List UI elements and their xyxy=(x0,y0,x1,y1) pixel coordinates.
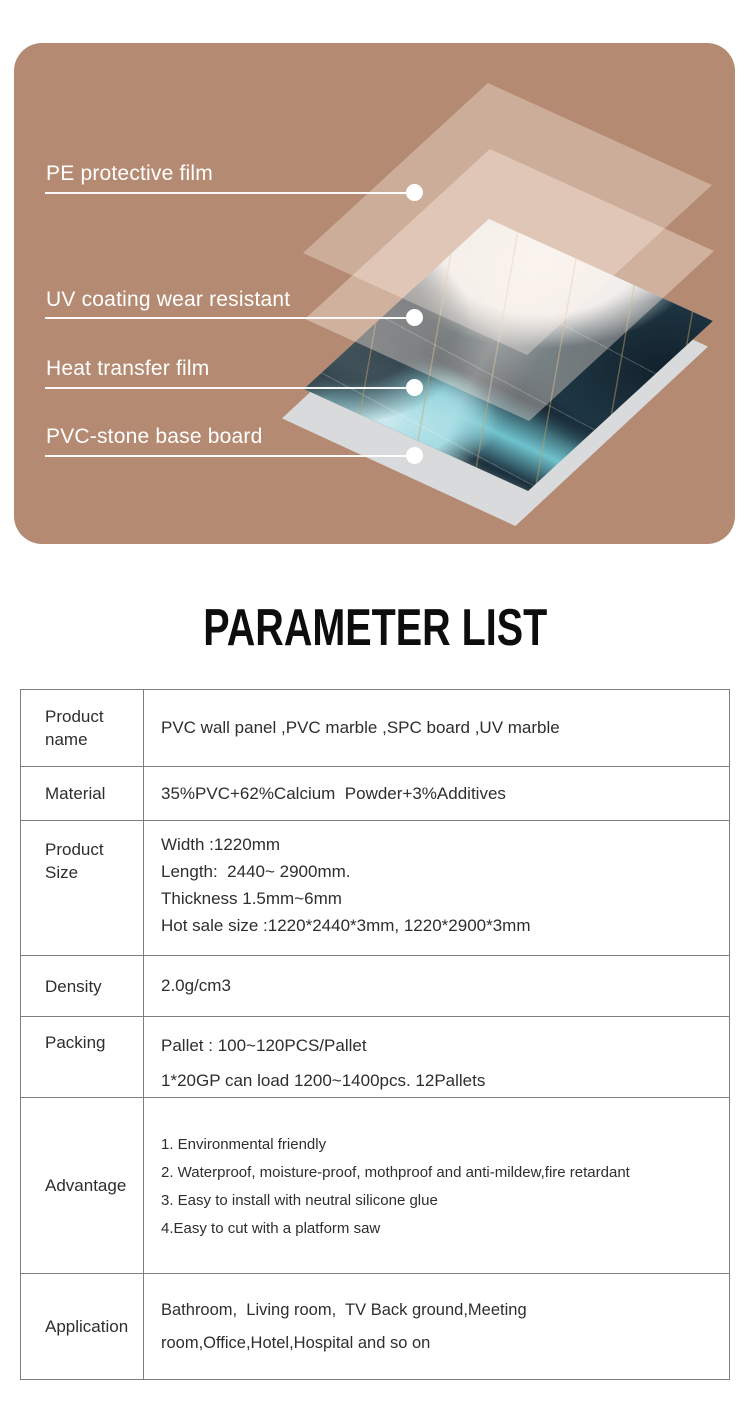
table-row-application xyxy=(21,1273,729,1379)
layer-label: Heat transfer film xyxy=(46,357,210,380)
row-value: Pallet : 100~120PCS/Pallet 1*20GP can load 1200~1400pcs. 12Pallets xyxy=(161,1036,486,1090)
page-title: PARAMETER LIST xyxy=(203,599,547,657)
leader-dot xyxy=(406,309,423,326)
leader-dot xyxy=(406,447,423,464)
table-row-product-name xyxy=(21,690,729,766)
layer-label: UV coating wear resistant xyxy=(46,288,291,311)
row-value: 1. Environmental friendly 2. Waterproof, moisture-proof, mothproof and anti-mildew,fire retardant 3. Easy to install with neutral silicone glue 4.Easy to cut with a platform saw xyxy=(161,1136,630,1237)
row-label: Product Size xyxy=(21,821,144,955)
row-label: Material xyxy=(21,767,144,820)
row-label: Application xyxy=(21,1274,144,1379)
row-value: Bathroom, Living room, TV Back ground,Meeting room,Office,Hotel,Hospital and so on xyxy=(161,1300,527,1352)
parameter-table xyxy=(20,689,730,1380)
row-label: Packing xyxy=(21,1017,144,1097)
row-value: Width :1220mm Length: 2440~ 2900mm. Thickness 1.5mm~6mm Hot sale size :1220*2440*3mm, 1220*2900*3mm xyxy=(161,835,531,935)
section-heading xyxy=(0,598,750,658)
table-row-packing xyxy=(21,1016,729,1097)
layer-label: PVC-stone base board xyxy=(46,425,263,448)
leader-dot xyxy=(406,184,423,201)
table-row-density xyxy=(21,955,729,1016)
row-label: Product name xyxy=(21,690,144,766)
layer-label: PE protective film xyxy=(46,162,213,185)
table-row-product-size xyxy=(21,820,729,955)
leader-line xyxy=(45,192,415,194)
row-label: Density xyxy=(21,956,144,1016)
row-label: Advantage xyxy=(21,1098,144,1273)
table-row-advantage xyxy=(21,1097,729,1273)
leader-dot xyxy=(406,379,423,396)
table-row-material xyxy=(21,766,729,820)
leader-line xyxy=(45,317,415,319)
product-layers-diagram xyxy=(14,43,735,544)
row-value: PVC wall panel ,PVC marble ,SPC board ,UV marble xyxy=(161,718,560,737)
leader-line xyxy=(45,455,415,457)
row-value: 2.0g/cm3 xyxy=(161,976,231,995)
row-value: 35%PVC+62%Calcium Powder+3%Additives xyxy=(161,783,506,803)
leader-line xyxy=(45,387,415,389)
